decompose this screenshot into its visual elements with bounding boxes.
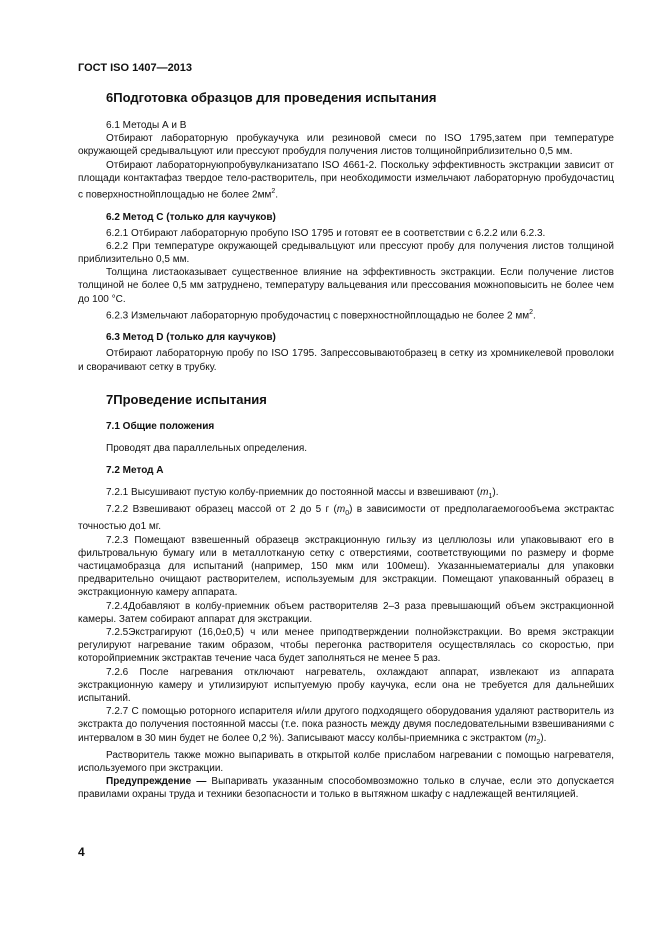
paragraph: 6.2.1 Отбирают лабораторную пробупо ISO 1795 и готовят ее в соответствии с 6.2.2 или 6.2.3.: [106, 227, 546, 239]
paragraph: 7.2.6 После нагревания отключают нагреватель, охлаждают аппарат, извлекают из аппарата экстракционную камеру и утилизируют испытуемую пробу каучука, если она не требуется для дальнейших испытаний.: [78, 666, 614, 704]
paragraph: 7.2.1 Высушивают пустую колбу-приемник до постоянной массы и взвешивают $(m_1)$.: [106, 486, 499, 500]
paragraph: Растворитель также можно выпаривать в открытой колбе прислабом нагревании с помощью нагревателя, используемого при экстракции.: [78, 749, 614, 774]
subsection-7-1-title: 7.1 Общие положения: [106, 420, 215, 432]
paragraph: Отбирают лабораторную пробу по ISO 1795. Запрессовываютобразец в сетку из хромникелевой проволоки и сворачивают сетку в трубку.: [78, 348, 614, 373]
paragraph: 6.2.2 При температуре окружающей средывальцуют или прессуют пробу для получения листов толщиной приблизительно 0,5 мм.: [78, 240, 614, 265]
document-page: [78, 62, 614, 802]
subsection-7-2-title: 7.2 Метод А: [106, 464, 164, 476]
section-6-title: 6Подготовка образцов для проведения испытания: [106, 90, 437, 105]
subsection-6-2-title: 6.2 Метод С (только для каучуков): [106, 211, 276, 223]
paragraph: Отбирают лабораторнуюпробувулканизатапо ISO 4661-2. Поскольку эффективность экстракции зависит от площади контактафаз твердое тело-растворитель, при необходимости измельчают лабораторную пробудочастиц с поверхностнойплощадью не более $2мм^2$.: [78, 159, 614, 201]
subsection-6-1: 6.1 Методы А и В: [106, 120, 187, 131]
paragraph: 7.2.7 С помощью роторного испарителя и/или другого подходящего оборудования удаляют растворитель из экстракта до получения постоянной массы (т.е. пока разность между двумя последовательными взвешиваниями с интервалом в 30 мин будет не более 0,2 %). Записывают массу колбы-приемника с экстрактом $(m_2)$.: [78, 706, 614, 746]
paragraph: 6.2.3 Измельчают лабораторную пробудочастиц с поверхностнойплощадью не более 2 $мм^2$.: [106, 308, 536, 322]
warning-label: Предупреждение —: [106, 776, 207, 788]
section-7-title: 7Проведение испытания: [106, 391, 267, 407]
paragraph: 7.2.4Добавляют в колбу-приемник объем растворителяв 2–3 раза превышающий объем экстракционной камеры. Затем собирают аппарат для экстракции.: [78, 600, 614, 625]
warning-paragraph: Предупреждение — Выпаривать указанным способомвозможно только в случае, если это допускается правилами охраны труда и техники безопасности и только в вытяжном шкафу с надлежащей вентиляцией.: [78, 776, 614, 801]
paragraph: Отбирают лабораторную пробукаучука или резиновой смеси по ISO 1795,затем при температуре окружающей средывальцуют или прессуют пробудля получения листов толщинойприблизительно 0,5 мм.: [78, 133, 614, 158]
subsection-6-3-title: 6.3 Метод D (только для каучуков): [106, 332, 276, 344]
paragraph: 7.2.2 Взвешивают образец массой от 2 до 5 г $(m_0)$ в зависимости от предполагаемогообъема экстрактас точностью до1 мг.: [78, 504, 614, 533]
page-number: 4: [78, 845, 85, 859]
document-header: ГОСТ ISO 1407—2013: [78, 62, 193, 74]
paragraph: 7.2.5Экстрагируют (16,0±0,5) ч или менее приподтверждении полнойэкстракции. Во время экстракции регулируют нагревание таким образом, чтобы перегонка растворителя осуществлялась со скоростью, при которойприемник экстрактав течение часа будет заполняться не менее 5 раз.: [78, 626, 614, 665]
paragraph: 7.2.3 Помещают взвешенный образецв экстракционную гильзу из целлюлозы или упаковывают его в фильтровальную бумагу или в металлотканую сетку с отверстиями, соответствующими по размеру и форме частицамобразца для испытаний (например, 150 мкм или 100меш). Указанныематериалы для упаковки предварительно очищают растворителем, используемым для экстракции. Помещают упакованный образец в экстракционную камеру аппарата.: [78, 534, 614, 599]
paragraph: Толщина листаоказывает существенное влияние на эффективность экстракции. Если получение листов толщиной не более 0,5 мм затруднено, температуру вальцевания или прессования можноповысить не более чем до 100 °С.: [78, 267, 614, 305]
paragraph: Проводят два параллельных определения.: [106, 442, 308, 454]
